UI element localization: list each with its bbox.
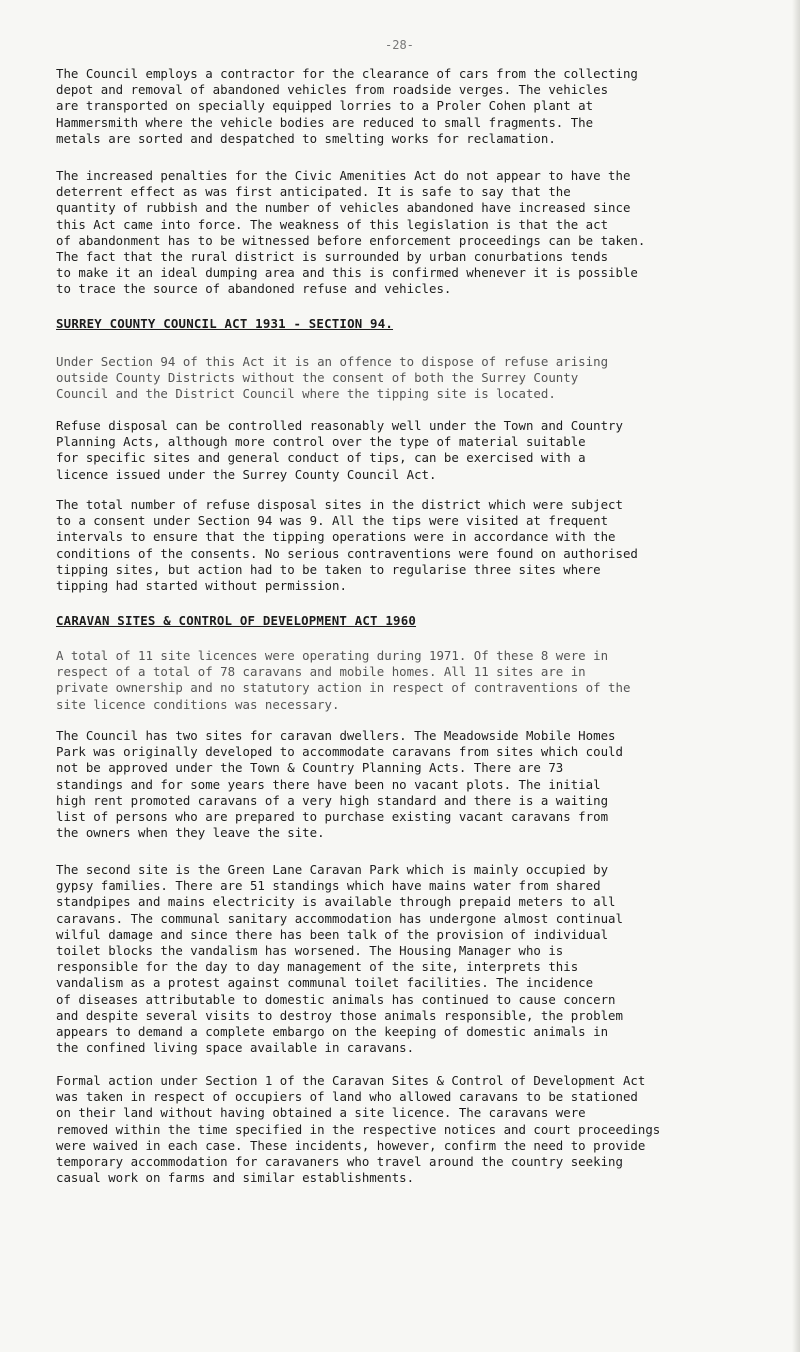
- page-number: -28-: [385, 38, 414, 52]
- paragraph-refuse-disposal: [56, 418, 776, 483]
- heading-caravan-sites: [56, 613, 776, 629]
- section-heading: CARAVAN SITES & CONTROL OF DEVELOPMENT ACT 1960: [56, 613, 417, 628]
- heading-surrey-act: [56, 316, 776, 332]
- paragraph-meadowside: [56, 728, 776, 841]
- page-edge-shadow: [792, 0, 800, 1352]
- paragraph-text: The Council employs a contractor for the clearance of cars from the collecting depot and removal of abandoned vehicles from roadside verges. The vehicles are transported on specially equipped lorries to a Proler Cohen plant at Hammersmith where the vehicle bodies are reduced to small fragments. The metals are sorted and despatched to smelting works for reclamation.: [56, 66, 638, 146]
- paragraph-text: The total number of refuse disposal sites in the district which were subject to a consent under Section 94 was 9. All the tips were visited at frequent intervals to ensure that the tipping operations were in accordance with the conditions of the consents. No serious contraventions were found on authorised tipping sites, but action had to be taken to regularise three sites where tipping had started without permission.: [56, 497, 638, 594]
- paragraph-green-lane: [56, 862, 776, 1056]
- paragraph-text: Formal action under Section 1 of the Caravan Sites & Control of Development Act was taken in respect of occupiers of land who allowed caravans to be stationed on their land without having obtained a site licence. The caravans were removed within the time specified in the respective notices and court proceedings were waived in each case. These incidents, however, confirm the need to provide temporary accommodation for caravaners who travel around the country seeking casual work on farms and similar establishments.: [56, 1073, 661, 1186]
- paragraph-text: Under Section 94 of this Act it is an offence to dispose of refuse arising outside County Districts without the consent of both the Surrey County Council and the District Council where the tipping site is located.: [56, 354, 609, 402]
- paragraph-section-94: [56, 354, 776, 403]
- paragraph-text: The Council has two sites for caravan dwellers. The Meadowside Mobile Homes Park was originally developed to accommodate caravans from sites which could not be approved under the Town & Country Planning Acts. There are 73 standings and for some years there have been no vacant plots. The initial high rent promoted caravans of a very high standard and there is a waiting list of persons who are prepared to purchase existing vacant caravans from the owners when they leave the site.: [56, 728, 623, 841]
- paragraph-site-licences: [56, 648, 776, 713]
- paragraph-vehicle-clearance: [56, 66, 776, 147]
- paragraph-text: Refuse disposal can be controlled reasonably well under the Town and Country Planning Acts, although more control over the type of material suitable for specific sites and general conduct of tips, can be exercised with a licence issued under the Surrey County Council Act.: [56, 418, 623, 482]
- section-heading: SURREY COUNTY COUNCIL ACT 1931 - SECTION 94.: [56, 316, 394, 331]
- paragraph-text: The second site is the Green Lane Caravan Park which is mainly occupied by gypsy families. There are 51 standings which have mains water from shared standpipes and mains electricity is available through prepaid meters to all caravans. The communal sanitary accommodation has undergone almost continual wilful damage and since there has been talk of the provision of individual toilet blocks the vandalism has worsened. The Housing Manager who is responsible for the day to day management of the site, interprets this vandalism as a protest against communal toilet facilities. The incidence of diseases attributable to domestic animals has continued to cause concern and despite several visits to destroy those animals responsible, the problem appears to demand a complete embargo on the keeping of domestic animals in the confined living space available in caravans.: [56, 862, 623, 1056]
- paragraph-disposal-sites: [56, 497, 776, 594]
- paragraph-formal-action: [56, 1073, 776, 1186]
- paragraph-text: A total of 11 site licences were operating during 1971. Of these 8 were in respect of a total of 78 caravans and mobile homes. All 11 sites are in private ownership and no statutory action in respect of contraventions of the site licence conditions was necessary.: [56, 648, 631, 712]
- paragraph-text: The increased penalties for the Civic Amenities Act do not appear to have the deterrent effect as was first anticipated. It is safe to say that the quantity of rubbish and the number of vehicles abandoned have increased since this Act came into force. The weakness of this legislation is that the act of abandonment has to be witnessed before enforcement proceedings can be taken. The fact that the rural district is surrounded by urban conurbations tends to make it an ideal dumping area and this is confirmed whenever it is possible to trace the source of abandoned refuse and vehicles.: [56, 168, 646, 297]
- paragraph-civic-amenities: [56, 168, 776, 298]
